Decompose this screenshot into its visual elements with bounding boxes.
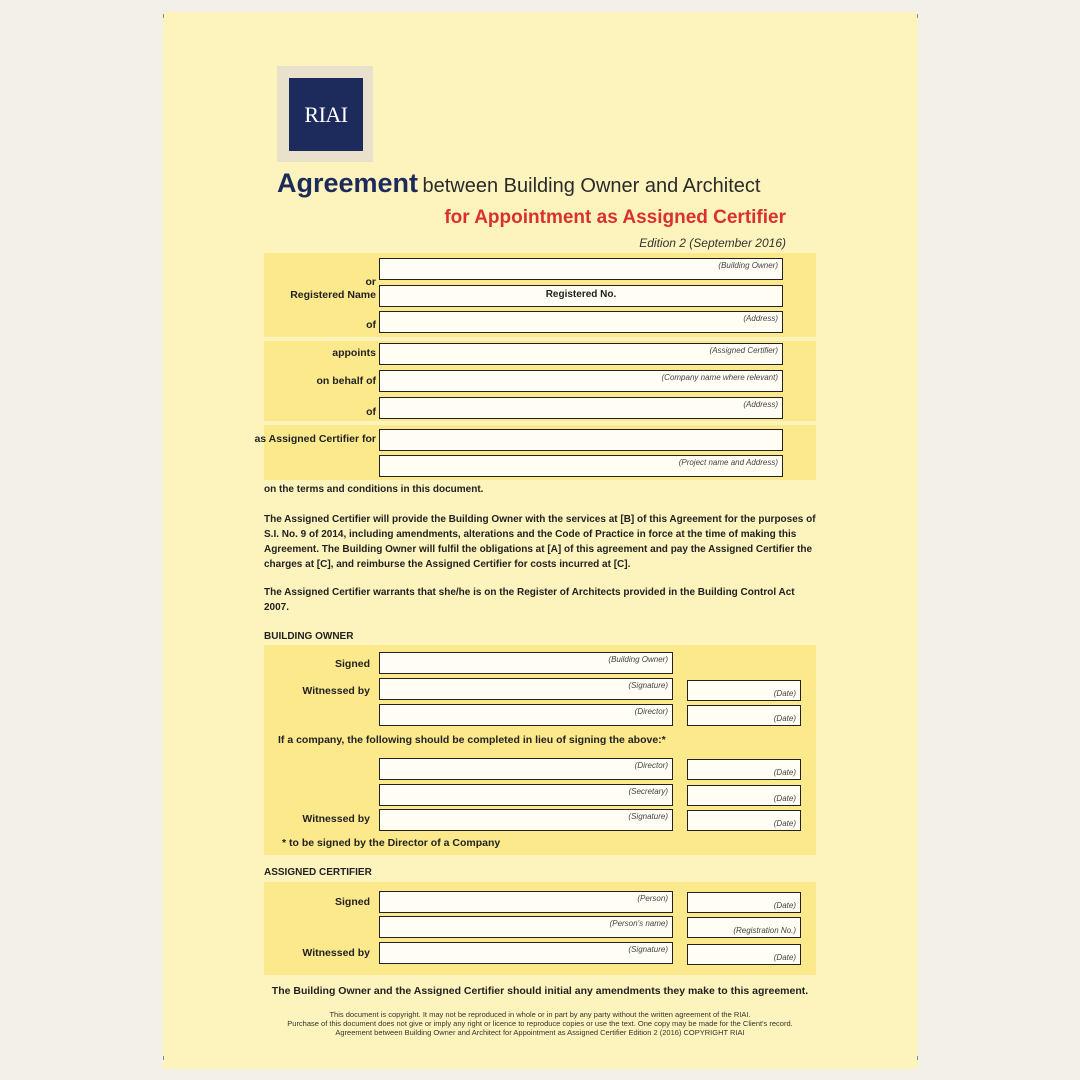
director-note: * to be signed by the Director of a Company [282,837,501,849]
company-name-field[interactable] [379,370,783,392]
warranty-paragraph: The Assigned Certifier warrants that she/he is on the Register of Architects provided in the Building Control Act 2007. [264,587,795,613]
crop-mark [163,1056,164,1060]
bo-signature-placeholder: (Signature) [628,681,668,690]
date-placeholder: (Date) [773,689,796,698]
registration-placeholder: (Registration No.) [733,926,796,935]
of-label: of [366,319,376,331]
ac-date-field[interactable] [687,892,801,913]
signature-placeholder-2: (Signature) [628,812,668,821]
copyright-line-3: Agreement between Building Owner and Architect for Appointment as Assigned Certifier Edition 2 (2016) COPYRIGHT RIAI [335,1028,745,1037]
ac-registration-field[interactable] [687,917,801,938]
initial-amendments-note: The Building Owner and the Assigned Certifier should initial any amendments they make to this agreement. [271,985,809,997]
secretary-placeholder: (Secretary) [628,787,668,796]
of-label-2: of [366,406,376,418]
company-witness-date-field[interactable] [687,810,801,831]
address-placeholder-2: (Address) [743,400,778,409]
document-title [277,168,760,199]
registered-name-label: Registered Name [290,289,376,301]
date-placeholder: (Date) [773,901,796,910]
services-paragraph: The Assigned Certifier will provide the Building Owner with the services at [B] of this Agreement for the purposes of S.I. No. 9 of 2014, including amendments, alterations and the Code of Practice in force at the time of making this Agreement. The Building Owner will fulfil the obligations at [A] of this agreement and pay the Assigned Certifier the charges at [C], and reimburse the Assigned Certifier for costs incurred at [C]. [264,514,816,570]
ac-witnessed-by-label: Witnessed by [302,947,370,959]
terms-text: on the terms and conditions in this document. [264,484,484,495]
bo-witnessed-by-label: Witnessed by [302,685,370,697]
assigned-certifier-heading: ASSIGNED CERTIFIER [264,867,372,878]
date-placeholder: (Date) [773,768,796,777]
date-placeholder: (Date) [773,819,796,828]
certifier-address-field[interactable] [379,397,783,419]
bo-director-field[interactable] [379,704,673,726]
edition-label: Edition 2 (September 2016) [639,236,786,250]
project-name-field[interactable] [379,429,783,451]
title-strong: Agreement [277,168,419,198]
ac-signature-placeholder: (Signature) [628,945,668,954]
person-placeholder: (Person) [637,894,668,903]
as-assigned-certifier-for-label: as Assigned Certifier for [254,433,376,445]
company-placeholder: (Company name where relevant) [661,373,778,382]
company-note: If a company, the following should be completed in lieu of signing the above:* [278,734,666,746]
riai-logo: RIAI [289,78,363,151]
building-owner-placeholder: (Building Owner) [718,261,778,270]
crop-mark [163,14,164,18]
registered-no-field[interactable] [379,285,783,307]
copyright-line-1: This document is copyright. It may not be reproduced in whole or in part by any party without the written agreement of the RIAI. [329,1010,751,1019]
bo-building-owner-placeholder: (Building Owner) [608,655,668,664]
ac-persons-name-field[interactable] [379,916,673,938]
bo-signature-field[interactable] [379,652,673,674]
title-rest: between Building Owner and Architect [422,175,761,197]
project-placeholder: (Project name and Address) [678,458,778,467]
appoints-label: appoints [332,347,376,359]
company-director-date-field[interactable] [687,759,801,780]
company-witness-signature-field[interactable] [379,809,673,831]
bo-witness-signature-field[interactable] [379,678,673,700]
ac-signed-label: Signed [334,896,370,908]
bo-witness-date-field[interactable] [687,680,801,701]
project-address-field[interactable] [379,455,783,477]
director-placeholder: (Director) [634,707,668,716]
address-placeholder: (Address) [743,314,778,323]
copyright-line-2: Purchase of this document does not give or imply any right or licence to reproduce copies or use the text. One copy may be made for the Client's record. [287,1019,793,1028]
date-placeholder: (Date) [773,953,796,962]
assigned-certifier-field[interactable] [379,343,783,365]
bo-signed-label: Signed [334,658,370,670]
ac-witness-signature-field[interactable] [379,942,673,964]
owner-address-field[interactable] [379,311,783,333]
ac-witness-date-field[interactable] [687,944,801,965]
ac-person-field[interactable] [379,891,673,913]
on-behalf-of-label: on behalf of [316,375,376,387]
building-owner-field[interactable] [379,258,783,280]
director-placeholder-2: (Director) [634,761,668,770]
persons-name-placeholder: (Person's name) [609,919,668,928]
company-witnessed-by-label: Witnessed by [302,813,370,825]
registered-no-label: Registered No. [545,289,617,300]
assigned-certifier-placeholder: (Assigned Certifier) [709,346,778,355]
building-owner-heading: BUILDING OWNER [264,631,354,642]
or-label: or [365,276,376,288]
date-placeholder: (Date) [773,714,796,723]
crop-mark [917,14,918,18]
company-director-field[interactable] [379,758,673,780]
company-secretary-date-field[interactable] [687,785,801,806]
crop-mark [917,1056,918,1060]
document-subtitle: for Appointment as Assigned Certifier [444,207,786,228]
date-placeholder: (Date) [773,794,796,803]
bo-director-date-field[interactable] [687,705,801,726]
company-secretary-field[interactable] [379,784,673,806]
